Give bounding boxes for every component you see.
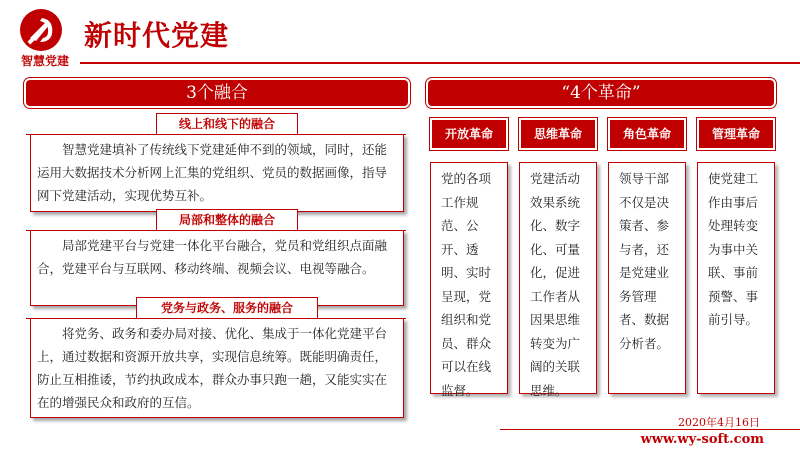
column-text: 党的各项工作规范、公开、透明、实时呈现，党组织和党员、群众可以在线监督。 <box>430 162 508 394</box>
section-title: 党务与政务、服务的融合 <box>136 297 318 319</box>
column-title: 思维革命 <box>521 120 595 148</box>
logo <box>8 8 74 68</box>
section-text: 将党务、政务和委办局对接、优化、集成于一体化党建平台上，通过数据和资源开放共享，实现信息统筹。既能明确责任，防止互相推诿，节约执政成本，群众办事只跑一趟，又能实实在在的增强民众和政府的互信。 <box>30 318 404 418</box>
column-text: 党建活动效果系统化、数字化、可量化，促进工作者从因果思维转变为广阔的关联思维。 <box>519 162 597 394</box>
section-header <box>26 112 406 135</box>
section-header <box>26 208 406 231</box>
section-header <box>26 296 406 319</box>
column-title: 角色革命 <box>610 120 684 148</box>
left-banner: 3个融合 <box>26 80 408 106</box>
date-label: 2020年4月16日 <box>678 416 760 429</box>
section-title: 局部和整体的融合 <box>156 209 298 231</box>
column-title: 管理革命 <box>699 120 773 148</box>
column-title: 开放革命 <box>432 120 506 148</box>
page-title: 新时代党建 <box>84 19 230 52</box>
section-text: 局部党建平台与党建一体化平台融合，党员和党组织点面融合，党建平台与互联网、移动终端、视频会议、电视等融合。 <box>30 230 404 306</box>
section-title: 线上和线下的融合 <box>156 113 298 135</box>
column-text: 使党建工作由事后处理转变为事中关联、事前预警、事前引导。 <box>697 162 775 394</box>
header-divider <box>80 62 800 64</box>
website-link[interactable]: www.wy-soft.com <box>640 432 764 447</box>
logo-label: 智慧党建 <box>20 54 69 68</box>
footer-divider <box>500 429 800 430</box>
right-banner: “4个革命” <box>428 80 774 106</box>
section-text: 智慧党建填补了传统线下党建延伸不到的领域，同时，还能运用大数据技术分析网上汇集的党组织、党员的数据画像，指导网下党建活动，实现优势互补。 <box>30 134 404 212</box>
party-emblem-icon <box>16 8 66 52</box>
column-text: 领导干部不仅是决策者、参与者，还是党建业务管理者、数据分析者。 <box>608 162 686 394</box>
